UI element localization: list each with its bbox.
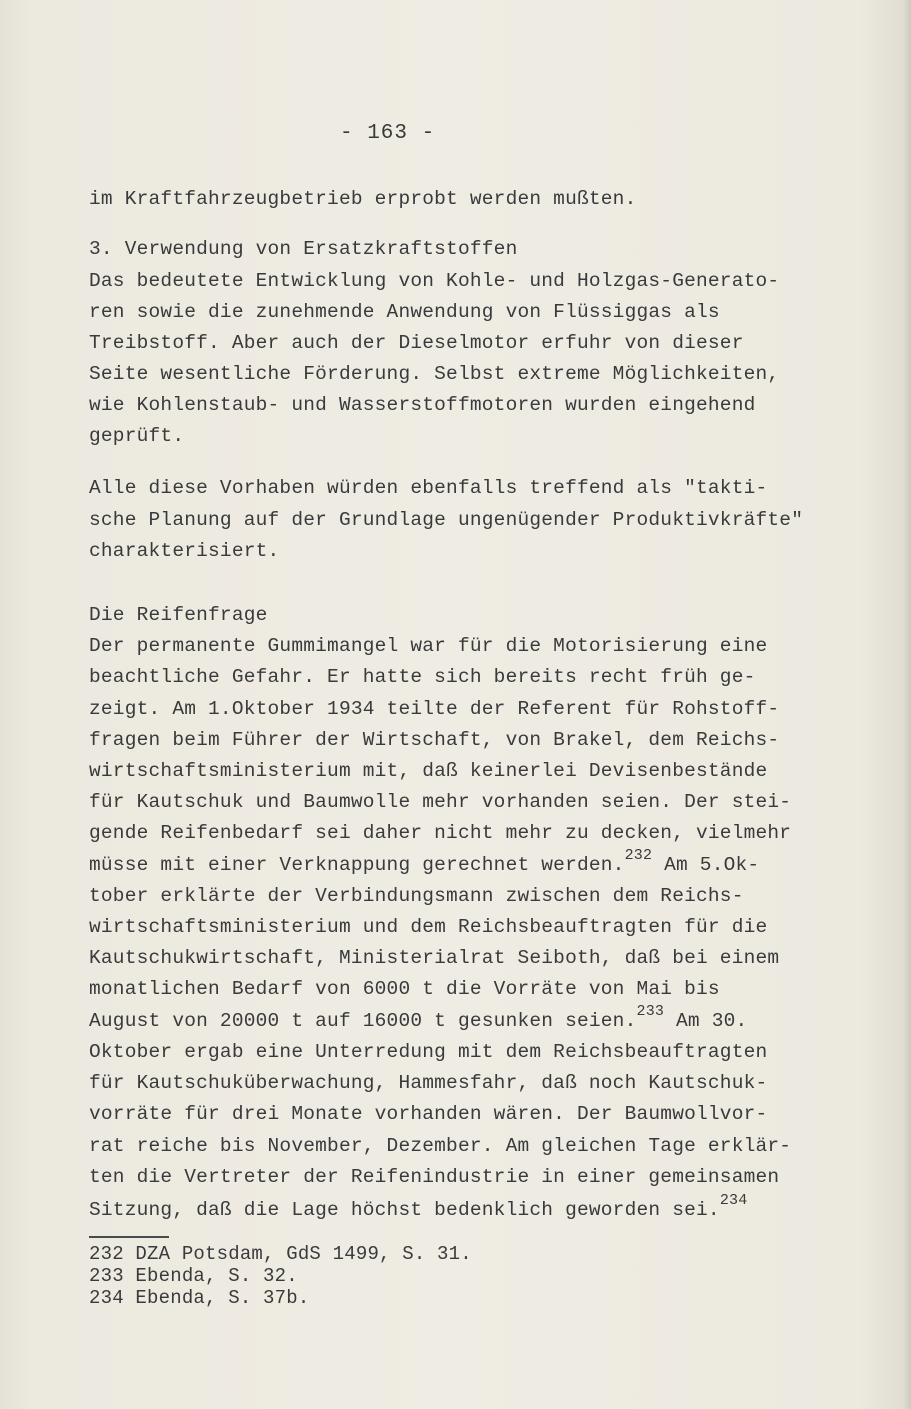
- footnote: 232 DZA Potsdam, GdS 1499, S. 31.: [89, 1243, 472, 1265]
- text-line: Seite wesentliche Förderung. Selbst extreme Möglichkeiten,: [89, 363, 780, 385]
- text-line: ten die Vertreter der Reifenindustrie in einer gemeinsamen: [89, 1166, 780, 1188]
- text-line: für Kautschuk und Baumwolle mehr vorhanden seien. Der stei-: [89, 791, 792, 813]
- text-line: wie Kohlenstaub- und Wasserstoffmotoren wurden eingehend: [89, 394, 756, 416]
- text-line: zeigt. Am 1.Oktober 1934 teilte der Referent für Rohstoff-: [89, 698, 780, 720]
- footnote: 234 Ebenda, S. 37b.: [89, 1287, 310, 1309]
- text-line-part: müsse mit einer Verknappung gerechnet werden.: [89, 854, 625, 876]
- text-line: charakterisiert.: [89, 540, 280, 562]
- text-line-part: August von 20000 t auf 16000 t gesunken seien.: [89, 1010, 637, 1032]
- text-line: monatlichen Bedarf von 6000 t die Vorräte von Mai bis: [89, 978, 720, 1000]
- text-line: geprüft.: [89, 425, 185, 447]
- footnote-divider: [89, 1236, 169, 1238]
- text-line: für Kautschuküberwachung, Hammesfahr, daß noch Kautschuk-: [89, 1072, 768, 1094]
- section-heading: 3. Verwendung von Ersatzkraftstoffen: [89, 238, 518, 260]
- text-line: vorräte für drei Monate vorhanden wären. Der Baumwollvor-: [89, 1103, 768, 1125]
- footnote: 233 Ebenda, S. 32.: [89, 1265, 298, 1287]
- text-line: Kautschukwirtschaft, Ministerialrat Seiboth, daß bei einem: [89, 947, 780, 969]
- text-line: ren sowie die zunehmende Anwendung von Flüssiggas als: [89, 301, 720, 323]
- text-line: tober erklärte der Verbindungsmann zwischen dem Reichs-: [89, 885, 744, 907]
- footnote-ref: 232: [624, 847, 653, 864]
- text-line: wirtschaftsministerium und dem Reichsbeauftragten für die: [89, 916, 768, 938]
- text-line: beachtliche Gefahr. Er hatte sich bereits recht früh ge-: [89, 666, 756, 688]
- text-line: Treibstoff. Aber auch der Dieselmotor erfuhr von dieser: [89, 332, 744, 354]
- footnote-ref: 233: [636, 1003, 665, 1020]
- section-heading: Die Reifenfrage: [89, 604, 268, 626]
- page-number: - 163 -: [340, 122, 436, 145]
- text-line-part: Am 30.: [664, 1010, 748, 1032]
- text-line: rat reiche bis November, Dezember. Am gleichen Tage erklär-: [89, 1135, 792, 1157]
- text-line: gende Reifenbedarf sei daher nicht mehr zu decken, vielmehr: [89, 822, 792, 844]
- footnote-ref: 234: [719, 1192, 748, 1209]
- text-line: Das bedeutete Entwicklung von Kohle- und Holzgas-Generato-: [89, 270, 780, 292]
- text-line: sche Planung auf der Grundlage ungenügender Produktivkräfte": [89, 509, 804, 531]
- text-line: Der permanente Gummimangel war für die Motorisierung eine: [89, 635, 768, 657]
- text-line: im Kraftfahrzeugbetrieb erprobt werden mußten.: [89, 188, 637, 210]
- text-line-part: Sitzung, daß die Lage höchst bedenklich geworden sei.: [89, 1199, 720, 1221]
- text-line: [89, 1003, 748, 1036]
- text-line: [89, 847, 760, 880]
- text-line-part: Am 5.Ok-: [652, 854, 760, 876]
- text-line: [89, 1192, 748, 1225]
- text-line: Alle diese Vorhaben würden ebenfalls treffend als "takti-: [89, 477, 768, 499]
- text-line: Oktober ergab eine Unterredung mit dem Reichsbeauftragten: [89, 1041, 768, 1063]
- page-edge-shadow: [903, 0, 911, 1409]
- text-line: wirtschaftsministerium mit, daß keinerlei Devisenbestände: [89, 760, 768, 782]
- text-line: fragen beim Führer der Wirtschaft, von Brakel, dem Reichs-: [89, 729, 780, 751]
